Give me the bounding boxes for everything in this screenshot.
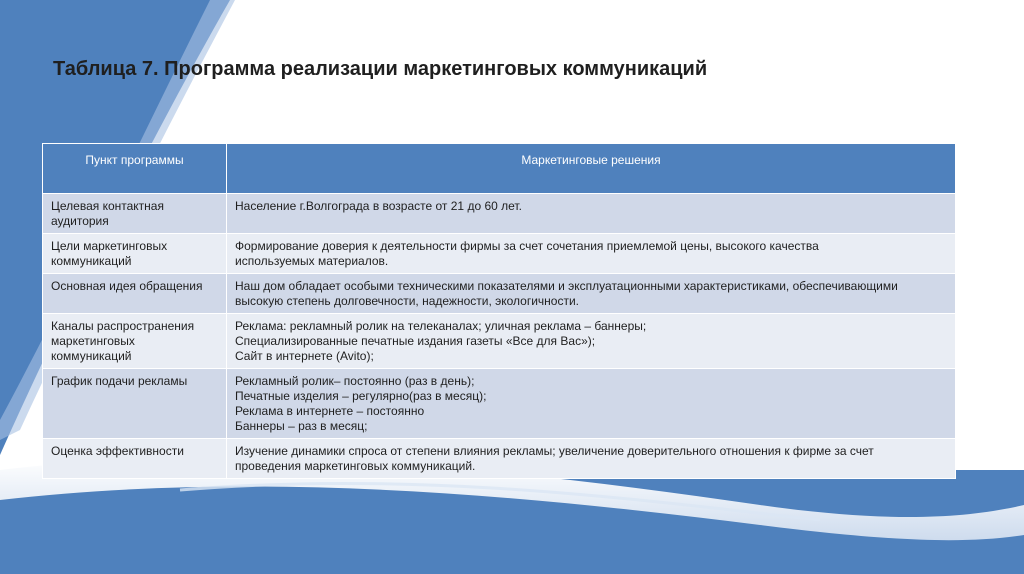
marketing-decision-cell	[227, 314, 956, 369]
cell-line: коммуникаций	[51, 349, 132, 363]
table-row	[43, 194, 956, 234]
cell-line: Изучение динамики спроса от степени влияния рекламы; увеличение доверительного отношения к фирме за счет	[235, 444, 874, 458]
cell-line: График подачи рекламы	[51, 374, 188, 388]
program-item-cell	[43, 274, 227, 314]
cell-line: Каналы распространения	[51, 319, 195, 333]
column-header-program-item: Пункт программы	[43, 144, 227, 194]
cell-line: высокую степень долговечности, надежности, экологичности.	[235, 294, 580, 308]
cell-line: Сайт в интернете (Avito);	[235, 349, 374, 363]
cell-line: Оценка эффективности	[51, 444, 184, 458]
table-row	[43, 274, 956, 314]
program-item-cell	[43, 314, 227, 369]
program-item-cell	[43, 194, 227, 234]
cell-line: Наш дом обладает особыми техническими показателями и эксплуатационными характеристиками, обеспечивающими	[235, 279, 898, 293]
cell-line: аудитория	[51, 214, 109, 228]
program-table	[42, 143, 956, 479]
table-row	[43, 234, 956, 274]
cell-line: Печатные изделия – регулярно(раз в месяц);	[235, 389, 487, 403]
table-row	[43, 439, 956, 479]
cell-line: маркетинговых	[51, 334, 135, 348]
column-header-marketing-decisions: Маркетинговые решения	[227, 144, 956, 194]
cell-line: Рекламный ролик– постоянно (раз в день);	[235, 374, 475, 388]
cell-line: Реклама в интернете – постоянно	[235, 404, 425, 418]
marketing-decision-cell	[227, 439, 956, 479]
program-item-cell	[43, 234, 227, 274]
cell-line: Формирование доверия к деятельности фирмы за счет сочетания приемлемой цены, высокого качества	[235, 239, 819, 253]
table-row	[43, 314, 956, 369]
table-row	[43, 369, 956, 439]
cell-line: Баннеры – раз в месяц;	[235, 419, 368, 433]
table-header-row	[43, 144, 956, 194]
cell-line: Цели маркетинговых	[51, 239, 168, 253]
cell-line: Специализированные печатные издания газеты «Все для Вас»);	[235, 334, 596, 348]
marketing-decision-cell	[227, 274, 956, 314]
cell-line: Население г.Волгограда в возрасте от 21 до 60 лет.	[235, 199, 522, 213]
program-item-cell	[43, 369, 227, 439]
cell-line: Реклама: рекламный ролик на телеканалах; уличная реклама – баннеры;	[235, 319, 647, 333]
marketing-decision-cell	[227, 194, 956, 234]
cell-line: коммуникаций	[51, 254, 132, 268]
cell-line: Целевая контактная	[51, 199, 164, 213]
cell-line: проведения маркетинговых коммуникаций.	[235, 459, 476, 473]
cell-line: используемых материалов.	[235, 254, 389, 268]
slide-title: Таблица 7. Программа реализации маркетинговых коммуникаций	[53, 58, 708, 80]
marketing-decision-cell	[227, 369, 956, 439]
cell-line: Основная идея обращения	[51, 279, 203, 293]
marketing-decision-cell	[227, 234, 956, 274]
program-item-cell	[43, 439, 227, 479]
